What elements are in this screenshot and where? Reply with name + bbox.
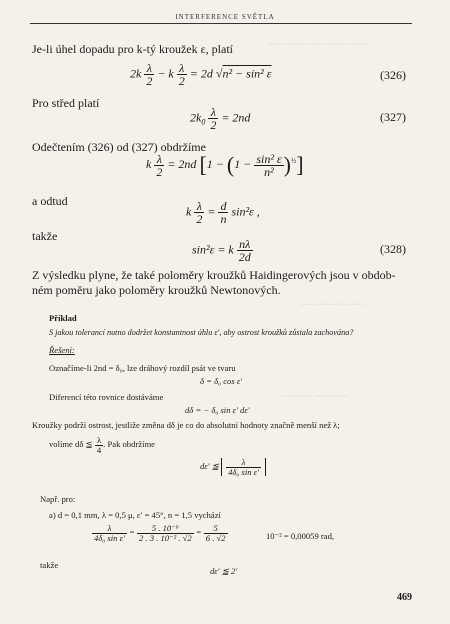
page-number: 469 xyxy=(397,592,412,603)
paragraph: ném poměru jako poloměry kroužků Newtonových. xyxy=(32,283,281,297)
solution-label: Řešení: xyxy=(49,345,75,355)
paragraph: Je-li úhel dopadu pro k-tý kroužek ε, platí xyxy=(32,42,233,56)
paragraph: a odtud xyxy=(32,194,68,208)
equation-difference: k $\frac{\lambda}{2}$ = 2nd [1 − (1 − $\frac{\text{sin² ε}}{\text{n²}}$ )$^{\frac{1}{2}}$] xyxy=(146,151,304,179)
solution-line: Diferencí této rovnice dostáváme xyxy=(49,392,164,402)
solution-equation: dε′ ≦ 2′ xyxy=(210,566,238,576)
numeric-result: 10⁻² = 0,00059 rad, xyxy=(266,531,335,541)
solution-equation: δ = δ₀ cos ε′ xyxy=(200,376,243,386)
solution-line: a) d = 0,1 mm, λ = 0,5 μ, ε′ = 45°, n = 1,5 vychází xyxy=(49,510,221,520)
paragraph: Z výsledku plyne, že také poloměry kroužků Haidingerových jsou v obdob- xyxy=(32,268,396,282)
solution-equation: dδ = − δ₀ sin ε′ dε′ xyxy=(185,405,250,415)
equation-327: $2k_0$ $\frac{\lambda}{2}$ = 2nd xyxy=(190,105,251,132)
paragraph: Pro střed platí xyxy=(32,96,100,110)
show-through-text: ~~~~ ~~~~~~ ~~~~ xyxy=(300,300,365,309)
example-question: S jakou tolerancí nutno dodržet konstantnost úhlu ε′, aby ostrost kroužků zůstala zachována? xyxy=(49,328,354,337)
equation-number: (328) xyxy=(380,242,406,256)
boxed-equation: dε′ ≦ $\frac{\lambda}{\text{4δ₀ sin ε′}}$ xyxy=(200,458,266,476)
paragraph: takže xyxy=(32,229,58,243)
numeric-evaluation: $\frac{\lambda}{\text{4δ₀ sin ε′}}$ = $\frac{\text{5 . 10⁻⁶}}{\text{2 . 3 . 10⁻² . √2}}$ = $\frac{5}{6 . √2}$ xyxy=(94,523,226,543)
show-through-text: ~~~~~~~ ~~~~~~~~ xyxy=(282,392,349,401)
solution-line: Např. pro: xyxy=(40,494,76,504)
equation-approx: k $\frac{\lambda}{2}$ = $\frac{d}{n}$ sin²ε , xyxy=(186,199,260,226)
running-header: INTERFERENCE SVĚTLA xyxy=(175,13,275,21)
paragraph: Odečtením (326) od (327) obdržíme xyxy=(32,140,206,154)
solution-line: Označíme-li 2nd = δ₀, lze dráhový rozdíl psát ve tvaru xyxy=(49,363,236,373)
example-heading: Příklad xyxy=(49,313,77,323)
solution-line: takže xyxy=(40,560,59,570)
equation-number: (327) xyxy=(380,110,406,124)
header-rule xyxy=(30,23,412,24)
equation-number: (326) xyxy=(380,68,406,82)
solution-line: Kroužky podrží ostrost, jestliže změna dδ je co do absolutní hodnoty značně menší než λ; xyxy=(32,420,340,430)
equation-326: 2k $\frac{\lambda}{2}$ − k $\frac{\lambda}{2}$ = 2d √n² − sin² ε xyxy=(130,61,272,88)
equation-328: sin²ε = k $\frac{n\lambda}{2d}$ xyxy=(192,237,251,264)
solution-line: volíme dδ ≦ $\frac{\lambda}{4}$ . Pak obdržíme xyxy=(49,435,155,455)
show-through-text: ~~~ ~~~~~ ~~~ ~~~~~~ ~~~~ xyxy=(268,40,367,49)
